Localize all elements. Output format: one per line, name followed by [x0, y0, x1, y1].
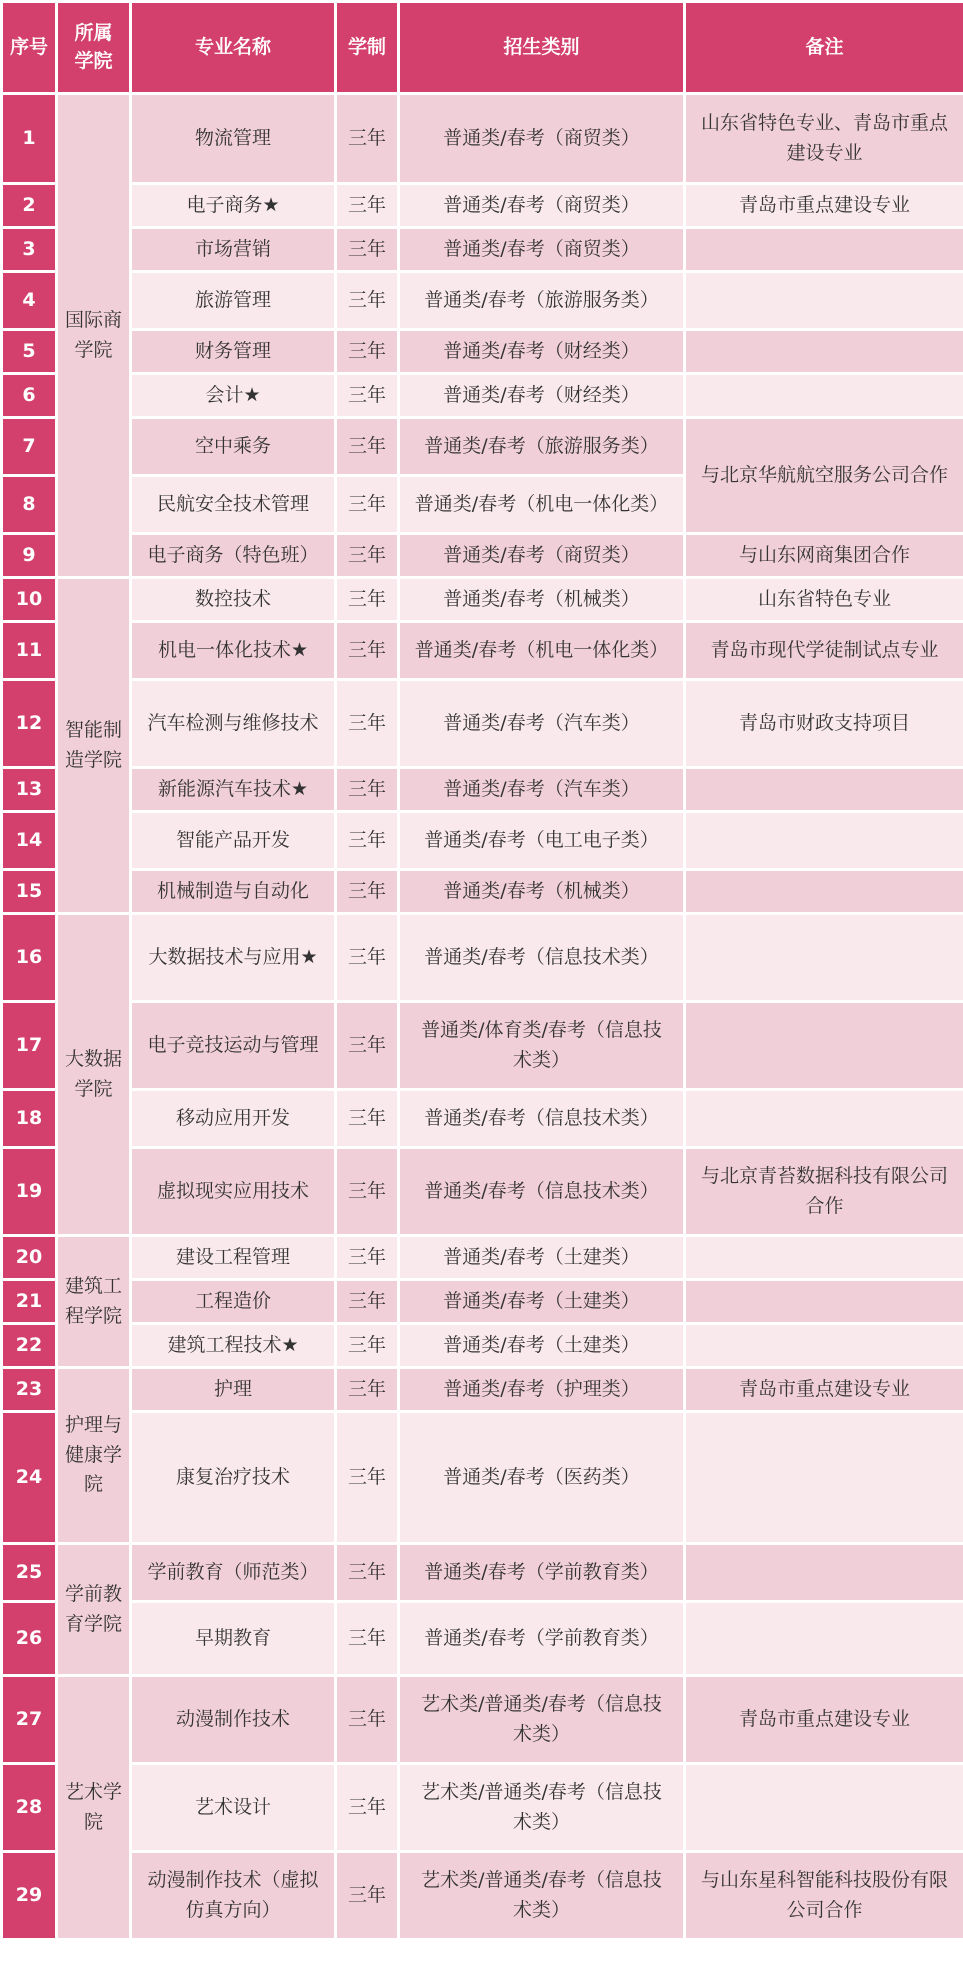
table-row	[2, 1676, 963, 1764]
major-cell-line: 电子商务（特色班）	[147, 543, 319, 566]
remark-cell	[685, 184, 963, 228]
category-cell-line: 普通类/春考（护理类）	[443, 1377, 640, 1400]
category-cell-line: 艺术类/普通类/春考（信息技	[421, 1693, 662, 1716]
major-cell-line: 工程造价	[194, 1289, 271, 1312]
table-row	[2, 418, 963, 476]
duration-cell: 三年	[336, 1324, 399, 1368]
major-cell-line: 早期教育	[194, 1626, 271, 1649]
college-cell-line: 程学院	[64, 1304, 122, 1327]
college-cell-line: 大数据	[64, 1048, 122, 1071]
remark-cell-line: 青岛市现代学徒制试点专业	[710, 638, 939, 661]
category-cell-line: 普通类/春考（土建类）	[443, 1245, 640, 1268]
category-cell	[399, 184, 685, 228]
major-cell-line: 机电一体化技术★	[157, 638, 309, 661]
major-cell-line: 大数据技术与应用★	[148, 945, 318, 968]
category-cell	[399, 1764, 685, 1852]
major-cell	[131, 94, 336, 184]
remark-cell	[685, 94, 963, 184]
major-cell-line: 建筑工程技术★	[167, 1333, 299, 1356]
college-cell	[57, 1676, 131, 1940]
college-cell-line: 智能制	[64, 719, 122, 742]
remark-cell	[685, 1236, 963, 1280]
duration-cell: 三年	[336, 1280, 399, 1324]
major-cell	[131, 1148, 336, 1236]
category-cell	[399, 1602, 685, 1676]
category-cell-line: 普通类/春考（商贸类）	[443, 193, 640, 216]
category-cell	[399, 1236, 685, 1280]
row-number: 26	[2, 1602, 57, 1676]
table-row	[2, 622, 963, 680]
major-cell	[131, 418, 336, 476]
remark-cell-line: 青岛市重点建设专业	[738, 1707, 910, 1730]
table-row	[2, 1602, 963, 1676]
category-cell	[399, 1148, 685, 1236]
category-cell-line: 普通类/春考（商贸类）	[443, 126, 640, 149]
major-cell	[131, 1676, 336, 1764]
remark-cell	[685, 1002, 963, 1090]
row-number: 20	[2, 1236, 57, 1280]
row-number: 28	[2, 1764, 57, 1852]
duration-cell: 三年	[336, 1368, 399, 1412]
header-college-line-2: 学院	[74, 49, 113, 72]
duration-cell: 三年	[336, 578, 399, 622]
table-row	[2, 914, 963, 1002]
major-cell	[131, 1368, 336, 1412]
duration-cell: 三年	[336, 374, 399, 418]
header-major: 专业名称	[131, 2, 336, 94]
table-row	[2, 534, 963, 578]
remark-cell	[685, 1852, 963, 1940]
category-cell-line: 普通类/春考（土建类）	[443, 1289, 640, 1312]
major-cell	[131, 1324, 336, 1368]
remark-cell-line: 山东省特色专业、青岛市重点	[700, 112, 948, 135]
duration-cell: 三年	[336, 1090, 399, 1148]
table-row	[2, 870, 963, 914]
duration-cell: 三年	[336, 534, 399, 578]
row-number: 10	[2, 578, 57, 622]
row-number: 15	[2, 870, 57, 914]
duration-cell: 三年	[336, 622, 399, 680]
table-row	[2, 1236, 963, 1280]
major-cell	[131, 184, 336, 228]
row-number: 3	[2, 228, 57, 272]
row-number: 21	[2, 1280, 57, 1324]
category-cell	[399, 1676, 685, 1764]
major-cell	[131, 330, 336, 374]
remark-cell-line: 建设专业	[786, 141, 863, 164]
remark-cell	[685, 1368, 963, 1412]
remark-cell	[685, 374, 963, 418]
category-cell	[399, 578, 685, 622]
major-cell-line: 空中乘务	[194, 434, 271, 457]
major-cell	[131, 272, 336, 330]
duration-cell: 三年	[336, 1544, 399, 1602]
table-row	[2, 1544, 963, 1602]
duration-cell: 三年	[336, 94, 399, 184]
category-cell	[399, 870, 685, 914]
remark-cell	[685, 418, 963, 534]
college-cell-line: 院	[83, 1810, 103, 1833]
category-cell-line: 术类）	[512, 1810, 570, 1833]
category-cell	[399, 1412, 685, 1544]
duration-cell: 三年	[336, 1764, 399, 1852]
category-cell-line: 普通类/春考（汽车类）	[443, 777, 640, 800]
duration-cell: 三年	[336, 812, 399, 870]
category-cell	[399, 330, 685, 374]
major-cell-line: 艺术设计	[194, 1795, 271, 1818]
remark-cell-line: 青岛市重点建设专业	[738, 1377, 910, 1400]
table-row	[2, 1764, 963, 1852]
header-category: 招生类别	[399, 2, 685, 94]
college-cell-line: 学院	[74, 338, 113, 361]
row-number: 19	[2, 1148, 57, 1236]
major-cell	[131, 768, 336, 812]
college-cell-line: 建筑工	[64, 1275, 122, 1298]
remark-cell	[685, 1412, 963, 1544]
row-number: 18	[2, 1090, 57, 1148]
major-cell	[131, 374, 336, 418]
college-cell-line: 健康学	[64, 1443, 122, 1466]
remark-cell-line: 与北京青苔数据科技有限公司	[700, 1165, 948, 1188]
major-cell-line: 仿真方向）	[185, 1898, 281, 1921]
row-number: 29	[2, 1852, 57, 1940]
major-cell-line: 护理	[213, 1377, 252, 1400]
duration-cell: 三年	[336, 768, 399, 812]
duration-cell: 三年	[336, 330, 399, 374]
major-cell	[131, 622, 336, 680]
category-cell-line: 普通类/春考（汽车类）	[443, 711, 640, 734]
category-cell-line: 普通类/春考（旅游服务类）	[424, 434, 659, 457]
row-number: 13	[2, 768, 57, 812]
remark-cell	[685, 1676, 963, 1764]
major-cell-line: 汽车检测与维修技术	[147, 711, 319, 734]
remark-cell	[685, 228, 963, 272]
table-row	[2, 94, 963, 184]
major-cell	[131, 1412, 336, 1544]
major-cell-line: 智能产品开发	[175, 828, 290, 851]
major-cell-line: 民航安全技术管理	[156, 492, 309, 515]
row-number: 2	[2, 184, 57, 228]
remark-cell-line: 山东省特色专业	[757, 587, 891, 610]
major-cell-line: 电子竞技运动与管理	[147, 1033, 319, 1056]
major-cell	[131, 680, 336, 768]
major-cell-line: 会计★	[205, 383, 261, 406]
table-row	[2, 680, 963, 768]
college-cell	[57, 1368, 131, 1544]
major-cell	[131, 1544, 336, 1602]
category-cell	[399, 476, 685, 534]
row-number: 5	[2, 330, 57, 374]
row-number: 23	[2, 1368, 57, 1412]
major-cell-line: 机械制造与自动化	[156, 879, 309, 902]
category-cell-line: 术类）	[512, 1722, 570, 1745]
category-cell	[399, 1002, 685, 1090]
category-cell-line: 普通类/春考（财经类）	[443, 383, 640, 406]
college-cell-line: 院	[83, 1473, 103, 1496]
row-number: 11	[2, 622, 57, 680]
college-cell	[57, 578, 131, 914]
category-cell	[399, 812, 685, 870]
row-number: 7	[2, 418, 57, 476]
remark-cell	[685, 768, 963, 812]
college-cell-line: 造学院	[64, 748, 122, 771]
remark-cell-line: 与北京华航航空服务公司合作	[700, 463, 948, 486]
category-cell	[399, 1090, 685, 1148]
remark-cell-line: 与山东星科智能科技股份有限	[700, 1869, 948, 1892]
category-cell-line: 普通类/春考（学前教育类）	[424, 1626, 659, 1649]
category-cell-line: 普通类/春考（商贸类）	[443, 237, 640, 260]
category-cell-line: 普通类/春考（财经类）	[443, 339, 640, 362]
row-number: 8	[2, 476, 57, 534]
duration-cell: 三年	[336, 184, 399, 228]
remark-cell	[685, 330, 963, 374]
duration-cell: 三年	[336, 1002, 399, 1090]
category-cell	[399, 272, 685, 330]
category-cell-line: 普通类/春考（医药类）	[443, 1465, 640, 1488]
category-cell-line: 普通类/春考（旅游服务类）	[424, 288, 659, 311]
remark-cell	[685, 812, 963, 870]
remark-cell	[685, 622, 963, 680]
college-cell	[57, 1544, 131, 1676]
category-cell	[399, 1368, 685, 1412]
category-cell	[399, 1324, 685, 1368]
category-cell	[399, 374, 685, 418]
major-cell-line: 电子商务★	[186, 193, 280, 216]
category-cell	[399, 680, 685, 768]
remark-cell	[685, 680, 963, 768]
table-row	[2, 1148, 963, 1236]
college-cell-line: 护理与	[64, 1414, 122, 1437]
remark-cell	[685, 1324, 963, 1368]
duration-cell: 三年	[336, 1412, 399, 1544]
category-cell	[399, 1852, 685, 1940]
category-cell-line: 普通类/春考（机械类）	[443, 587, 640, 610]
category-cell-line: 普通类/春考（信息技术类）	[424, 1179, 659, 1202]
remark-cell	[685, 272, 963, 330]
duration-cell: 三年	[336, 418, 399, 476]
category-cell	[399, 768, 685, 812]
major-cell-line: 动漫制作技术（虚拟	[147, 1869, 319, 1892]
row-number: 14	[2, 812, 57, 870]
category-cell-line: 艺术类/普通类/春考（信息技	[421, 1781, 662, 1804]
row-number: 17	[2, 1002, 57, 1090]
college-cell	[57, 1236, 131, 1368]
row-number: 4	[2, 272, 57, 330]
row-number: 22	[2, 1324, 57, 1368]
table-row	[2, 1090, 963, 1148]
remark-cell-line: 合作	[805, 1194, 844, 1217]
major-cell-line: 财务管理	[194, 339, 271, 362]
row-number: 12	[2, 680, 57, 768]
category-cell-line: 普通类/春考（商贸类）	[443, 543, 640, 566]
college-cell	[57, 914, 131, 1236]
table-row	[2, 1002, 963, 1090]
table-row	[2, 228, 963, 272]
category-cell-line: 术类）	[512, 1048, 570, 1071]
header-row	[2, 2, 963, 94]
table-row	[2, 272, 963, 330]
duration-cell: 三年	[336, 1852, 399, 1940]
remark-cell	[685, 1602, 963, 1676]
major-cell-line: 动漫制作技术	[175, 1707, 290, 1730]
row-number: 1	[2, 94, 57, 184]
major-cell	[131, 870, 336, 914]
duration-cell: 三年	[336, 272, 399, 330]
row-number: 27	[2, 1676, 57, 1764]
row-number: 6	[2, 374, 57, 418]
duration-cell: 三年	[336, 914, 399, 1002]
college-cell-line: 学前教	[64, 1583, 122, 1606]
row-number: 25	[2, 1544, 57, 1602]
header-remark: 备注	[685, 2, 963, 94]
row-number: 9	[2, 534, 57, 578]
remark-cell	[685, 914, 963, 1002]
major-cell	[131, 1852, 336, 1940]
major-cell-line: 新能源汽车技术★	[157, 777, 309, 800]
duration-cell: 三年	[336, 228, 399, 272]
row-number: 16	[2, 914, 57, 1002]
major-cell	[131, 578, 336, 622]
major-cell	[131, 1764, 336, 1852]
college-cell-line: 国际商	[64, 309, 122, 332]
remark-cell	[685, 870, 963, 914]
remark-cell-line: 青岛市重点建设专业	[738, 193, 910, 216]
major-cell	[131, 476, 336, 534]
major-cell-line: 康复治疗技术	[175, 1465, 290, 1488]
category-cell	[399, 914, 685, 1002]
major-cell	[131, 812, 336, 870]
table-row	[2, 330, 963, 374]
duration-cell: 三年	[336, 870, 399, 914]
table-row	[2, 184, 963, 228]
category-cell-line: 普通类/春考（信息技术类）	[424, 945, 659, 968]
major-cell	[131, 534, 336, 578]
header-college-line-1: 所属	[74, 21, 113, 44]
category-cell-line: 普通类/春考（电工电子类）	[424, 828, 659, 851]
duration-cell: 三年	[336, 1676, 399, 1764]
table-row	[2, 1368, 963, 1412]
header-seq: 序号	[2, 2, 57, 94]
category-cell-line: 普通类/春考（信息技术类）	[424, 1106, 659, 1129]
major-cell-line: 旅游管理	[194, 288, 271, 311]
duration-cell: 三年	[336, 1236, 399, 1280]
category-cell	[399, 1280, 685, 1324]
major-cell-line: 市场营销	[194, 237, 271, 260]
category-cell	[399, 94, 685, 184]
category-cell-line: 艺术类/普通类/春考（信息技	[421, 1869, 662, 1892]
remark-cell	[685, 1280, 963, 1324]
remark-cell	[685, 1090, 963, 1148]
remark-cell	[685, 1148, 963, 1236]
duration-cell: 三年	[336, 1148, 399, 1236]
college-cell-line: 艺术学	[64, 1781, 122, 1804]
major-cell	[131, 1602, 336, 1676]
major-cell-line: 学前教育（师范类）	[147, 1560, 319, 1583]
remark-cell	[685, 1764, 963, 1852]
row-number: 24	[2, 1412, 57, 1544]
major-cell-line: 数控技术	[194, 587, 271, 610]
category-cell-line: 普通类/春考（机电一体化类）	[414, 492, 669, 515]
table-row	[2, 1280, 963, 1324]
major-cell-line: 移动应用开发	[175, 1106, 290, 1129]
major-cell-line: 虚拟现实应用技术	[156, 1179, 309, 1202]
table-row	[2, 812, 963, 870]
category-cell-line: 普通类/春考（土建类）	[443, 1333, 640, 1356]
duration-cell: 三年	[336, 680, 399, 768]
category-cell	[399, 1544, 685, 1602]
duration-cell: 三年	[336, 476, 399, 534]
category-cell-line: 普通类/春考（学前教育类）	[424, 1560, 659, 1583]
category-cell	[399, 534, 685, 578]
major-cell-line: 物流管理	[194, 126, 271, 149]
remark-cell	[685, 1544, 963, 1602]
table-row	[2, 768, 963, 812]
college-cell-line: 育学院	[64, 1612, 122, 1635]
table-row	[2, 1324, 963, 1368]
remark-cell-line: 与山东网商集团合作	[738, 543, 910, 566]
category-cell-line: 术类）	[512, 1898, 570, 1921]
college-cell-line: 学院	[74, 1077, 113, 1100]
table-row	[2, 578, 963, 622]
header-college	[57, 2, 131, 94]
major-cell	[131, 1002, 336, 1090]
category-cell-line: 普通类/春考（机电一体化类）	[414, 638, 669, 661]
category-cell	[399, 418, 685, 476]
table-row	[2, 374, 963, 418]
major-cell	[131, 914, 336, 1002]
category-cell	[399, 228, 685, 272]
remark-cell	[685, 534, 963, 578]
remark-cell-line: 青岛市财政支持项目	[738, 711, 910, 734]
header-duration: 学制	[336, 2, 399, 94]
table-row	[2, 1412, 963, 1544]
major-cell	[131, 1236, 336, 1280]
remark-cell	[685, 578, 963, 622]
major-cell	[131, 1090, 336, 1148]
major-cell	[131, 228, 336, 272]
major-cell	[131, 1280, 336, 1324]
remark-cell-line: 公司合作	[786, 1898, 863, 1921]
category-cell	[399, 622, 685, 680]
category-cell-line: 普通类/春考（机械类）	[443, 879, 640, 902]
table-row	[2, 1852, 963, 1940]
category-cell-line: 普通类/体育类/春考（信息技	[421, 1019, 662, 1042]
duration-cell: 三年	[336, 1602, 399, 1676]
major-cell-line: 建设工程管理	[175, 1245, 290, 1268]
college-cell	[57, 94, 131, 578]
